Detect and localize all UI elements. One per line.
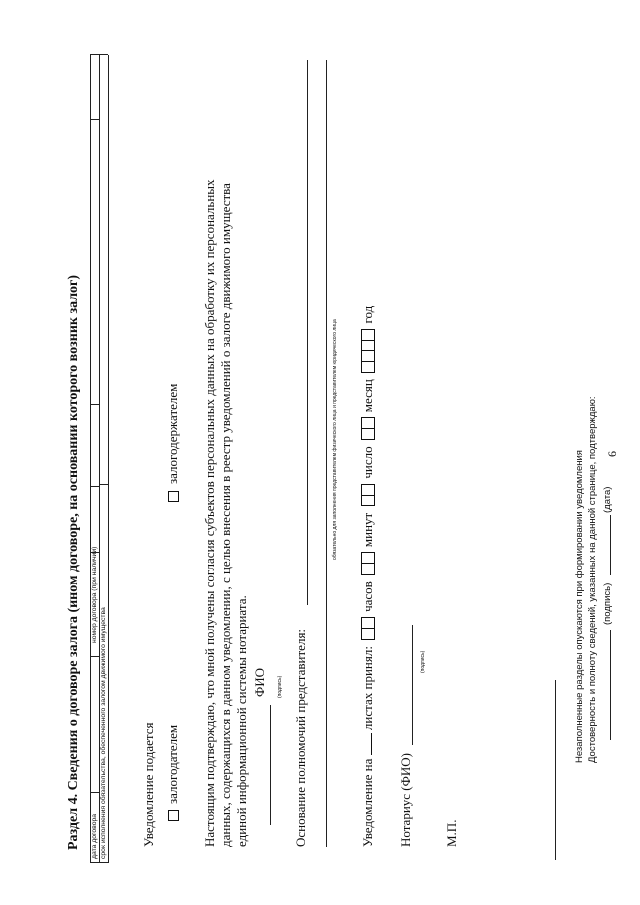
sheets-label: листах принял: <box>360 646 375 731</box>
minutes-label: минут <box>360 512 375 548</box>
footer-line-1: Незаполненные разделы опускаются при формировании уведомления <box>574 450 585 763</box>
day-boxes[interactable] <box>360 485 376 507</box>
hours-boxes[interactable] <box>360 618 376 640</box>
table-bottom-border <box>108 55 109 863</box>
table-divider <box>90 656 99 657</box>
sheets-count-blank[interactable] <box>371 733 372 755</box>
consent-line-1: Настоящим подтверждаю, что мной получены согласия субъектов персональных данных на обработку их персональных <box>202 179 217 847</box>
fio-label: ФИО <box>252 667 267 697</box>
footer-date-caption: (дата) <box>602 486 613 513</box>
notary-label: Нотариус (ФИО) <box>398 752 413 847</box>
minutes-boxes[interactable] <box>360 553 376 575</box>
signature-line <box>270 705 271 825</box>
footer-line-2: Достоверность и полноту сведений, указанных на данной странице, подтверждаю: <box>587 396 598 763</box>
signature-caption: (подпись) <box>277 675 283 698</box>
footer-separator <box>555 680 556 860</box>
footer-date-line <box>610 515 611 575</box>
authority-line-2 <box>326 60 327 847</box>
hours-label: часов <box>360 581 375 612</box>
section-title: Раздел 4. Сведения о договоре залога (ином договоре, на основании которого возник залог) <box>66 274 81 850</box>
table-divider <box>90 792 99 793</box>
consent-line-2: данных, содержащихся в данном уведомлении, с целью внесения в реестр уведомлений о залоге движимого имущества <box>218 183 233 847</box>
authority-line <box>307 60 308 605</box>
pledgee-option-label: залогодержателем <box>165 383 180 484</box>
month-boxes[interactable] <box>360 418 376 440</box>
consent-line-3: единой информационной системы нотариата. <box>234 595 249 847</box>
submission-label: Уведомление подается <box>141 722 156 847</box>
table-divider <box>90 404 99 405</box>
table-right-border <box>90 54 108 55</box>
notary-signature-caption: (подпись) <box>420 650 426 673</box>
acceptance-row <box>360 306 376 847</box>
pledgor-option-label: залогодателем <box>165 724 180 804</box>
pledgor-checkbox[interactable] <box>168 810 179 821</box>
table-divider <box>90 119 99 120</box>
notary-name-line <box>412 625 413 745</box>
obligation-term-label: срок исполнения обязательства, обеспеченного залогом движимого имущества <box>100 607 107 859</box>
table-divider <box>90 486 99 487</box>
stamp-label: М.П. <box>444 819 459 847</box>
month-label: месяц <box>360 379 375 413</box>
table-top-border <box>90 55 91 863</box>
contract-number-label: номер договора (при наличии) <box>91 546 98 643</box>
year-boxes[interactable] <box>360 330 376 373</box>
pledgee-checkbox[interactable] <box>168 491 179 502</box>
day-label: число <box>360 446 375 479</box>
table-divider <box>99 484 108 485</box>
table-left-border <box>90 862 108 863</box>
footer-signature-caption: (подпись) <box>602 582 613 625</box>
year-label: год <box>360 305 375 324</box>
contract-date-label: дата договора <box>91 813 98 859</box>
acceptance-prefix: Уведомление на <box>360 758 375 847</box>
page-number: 6 <box>605 451 619 457</box>
footer-signature-line <box>610 630 611 740</box>
authority-label: Основание полномочий представителя: <box>293 628 308 847</box>
authority-note: обязательно для заполнения представителем физического лица и представителем юридического лица <box>332 319 338 560</box>
